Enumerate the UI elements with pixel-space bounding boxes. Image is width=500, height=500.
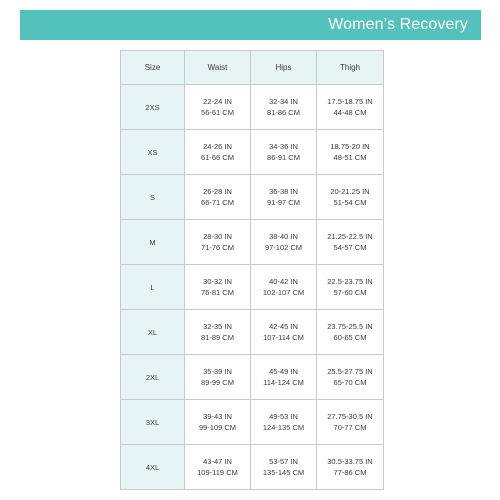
- waist-inches: 24-26 IN: [203, 142, 232, 151]
- thigh-inches: 22.5-23.75 IN: [327, 277, 373, 286]
- table-row: [121, 265, 384, 310]
- waist-centimeters: 61-66 CM: [201, 153, 234, 162]
- hips-inches: 53-57 IN: [269, 457, 298, 466]
- table-row: [121, 355, 384, 400]
- waist-inches: 26-28 IN: [203, 187, 232, 196]
- waist-inches: 30-32 IN: [203, 277, 232, 286]
- thigh-inches: 20-21.25 IN: [330, 187, 370, 196]
- title-banner: [20, 10, 481, 40]
- table-header: [121, 51, 384, 85]
- hips-centimeters: 86-91 CM: [267, 153, 300, 162]
- hips-cell: [251, 85, 317, 130]
- hips-centimeters: 114-124 CM: [263, 378, 304, 387]
- hips-inches: 32-34 IN: [269, 97, 298, 106]
- waist-cell: [185, 400, 251, 445]
- size-cell: 2XL: [121, 355, 185, 400]
- hips-centimeters: 91-97 CM: [267, 198, 300, 207]
- size-chart-table: [120, 50, 384, 490]
- size-cell: 3XL: [121, 400, 185, 445]
- thigh-cell: [317, 130, 384, 175]
- waist-cell: [185, 85, 251, 130]
- thigh-inches: 23.75-25.5 IN: [327, 322, 373, 331]
- thigh-cell: [317, 310, 384, 355]
- thigh-cell: [317, 355, 384, 400]
- thigh-inches: 21.25-22.5 IN: [327, 232, 373, 241]
- waist-cell: [185, 310, 251, 355]
- hips-cell: [251, 130, 317, 175]
- thigh-centimeters: 54-57 CM: [333, 243, 367, 252]
- thigh-cell: [317, 85, 384, 130]
- hips-cell: [251, 265, 317, 310]
- banner-title: Women’s Recovery: [328, 16, 468, 33]
- waist-centimeters: 66-71 CM: [201, 198, 234, 207]
- size-cell: M: [121, 220, 185, 265]
- hips-inches: 40-42 IN: [269, 277, 298, 286]
- thigh-centimeters: 57-60 CM: [333, 288, 367, 297]
- waist-centimeters: 71-76 CM: [201, 243, 234, 252]
- size-cell: S: [121, 175, 185, 220]
- thigh-inches: 27.75-30.5 IN: [327, 412, 373, 421]
- waist-centimeters: 109-119 CM: [197, 468, 238, 477]
- waist-inches: 43-47 IN: [203, 457, 232, 466]
- hips-inches: 38-40 IN: [269, 232, 298, 241]
- size-cell: 4XL: [121, 445, 185, 490]
- header-thigh: Thigh: [317, 51, 384, 85]
- thigh-cell: [317, 265, 384, 310]
- hips-inches: 49-53 IN: [269, 412, 298, 421]
- waist-inches: 39-43 IN: [203, 412, 232, 421]
- thigh-centimeters: 70-77 CM: [333, 423, 367, 432]
- thigh-inches: 17.5-18.75 IN: [327, 97, 373, 106]
- hips-cell: [251, 310, 317, 355]
- table-row: [121, 220, 384, 265]
- waist-centimeters: 56-61 CM: [201, 108, 234, 117]
- thigh-centimeters: 77-86 CM: [333, 468, 367, 477]
- waist-centimeters: 99-109 CM: [198, 423, 237, 432]
- hips-centimeters: 124-135 CM: [262, 423, 305, 432]
- hips-cell: [251, 355, 317, 400]
- hips-inches: 34-36 IN: [269, 142, 298, 151]
- thigh-cell: [317, 175, 384, 220]
- size-cell: L: [121, 265, 185, 310]
- table-row: [121, 400, 384, 445]
- thigh-cell: [317, 400, 384, 445]
- thigh-cell: [317, 445, 384, 490]
- hips-centimeters: 81-86 CM: [267, 108, 300, 117]
- hips-centimeters: 102-107 CM: [262, 288, 305, 297]
- thigh-inches: 30.5-33.75 IN: [327, 457, 373, 466]
- thigh-centimeters: 44-48 CM: [333, 108, 367, 117]
- size-cell: XS: [121, 130, 185, 175]
- thigh-centimeters: 65-70 CM: [333, 378, 367, 387]
- table-row: [121, 130, 384, 175]
- waist-cell: [185, 265, 251, 310]
- table-row: [121, 175, 384, 220]
- table-row: [121, 445, 384, 490]
- hips-centimeters: 107-114 CM: [263, 333, 304, 342]
- waist-centimeters: 89-99 CM: [201, 378, 234, 387]
- hips-cell: [251, 400, 317, 445]
- waist-cell: [185, 220, 251, 265]
- hips-centimeters: 135-145 CM: [262, 468, 305, 477]
- size-cell: XL: [121, 310, 185, 355]
- waist-inches: 32-35 IN: [203, 322, 232, 331]
- thigh-centimeters: 51-54 CM: [333, 198, 367, 207]
- thigh-centimeters: 48-51 CM: [333, 153, 367, 162]
- thigh-inches: 18.75-20 IN: [330, 142, 370, 151]
- table-row: [121, 85, 384, 130]
- header-waist: Waist: [185, 51, 251, 85]
- header-hips: Hips: [251, 51, 317, 85]
- waist-cell: [185, 355, 251, 400]
- header-row: [121, 51, 384, 85]
- waist-centimeters: 81-89 CM: [201, 333, 234, 342]
- hips-inches: 36-38 IN: [269, 187, 298, 196]
- table-body: [121, 85, 384, 490]
- hips-inches: 42-45 IN: [269, 322, 298, 331]
- waist-centimeters: 76-81 CM: [201, 288, 234, 297]
- waist-inches: 35-39 IN: [203, 367, 232, 376]
- hips-cell: [251, 445, 317, 490]
- thigh-centimeters: 60-65 CM: [333, 333, 367, 342]
- hips-cell: [251, 175, 317, 220]
- header-size: Size: [121, 51, 185, 85]
- thigh-cell: [317, 220, 384, 265]
- hips-inches: 45-49 IN: [269, 367, 298, 376]
- waist-cell: [185, 175, 251, 220]
- waist-cell: [185, 445, 251, 490]
- hips-centimeters: 97-102 CM: [264, 243, 303, 252]
- table-row: [121, 310, 384, 355]
- size-cell: 2XS: [121, 85, 185, 130]
- thigh-inches: 25.5-27.75 IN: [327, 367, 373, 376]
- waist-inches: 22-24 IN: [203, 97, 232, 106]
- waist-cell: [185, 130, 251, 175]
- hips-cell: [251, 220, 317, 265]
- waist-inches: 28-30 IN: [203, 232, 232, 241]
